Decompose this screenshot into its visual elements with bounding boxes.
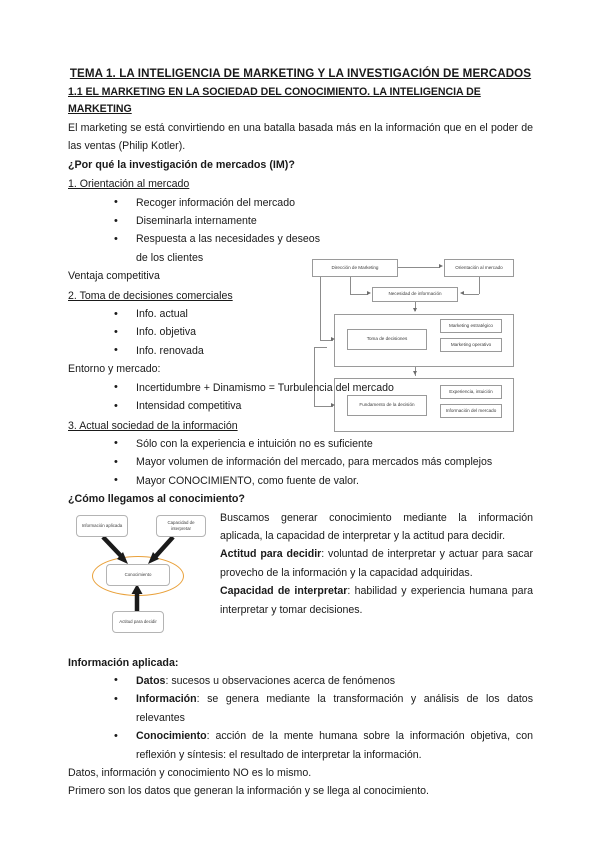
- list-item: • Conocimiento: acción de la mente humana sobre la información objetiva, con reflexión y síntesis: el resultado de interpretar la información.: [114, 727, 533, 764]
- info-aplicada-bullet-list: [68, 672, 533, 764]
- knowledge-section-zone: [68, 509, 533, 637]
- closing-line-1: Datos, información y conocimiento NO es lo mismo.: [68, 766, 312, 779]
- list-item: • Recoger información del mercado: [114, 194, 320, 212]
- question-conocimiento: ¿Cómo llegamos al conocimiento?: [68, 493, 245, 506]
- diagram-box-fundamento-decision: Fundamento de la decisión: [347, 395, 427, 416]
- intro-paragraph: El marketing se está convirtiendo en una batalla basada más en la información que en el poder de las ventas (Philip Kotler).: [68, 122, 533, 153]
- list-item: • Información: se genera mediante la transformación y análisis de los datos relevantes: [114, 690, 533, 727]
- connector-line: [479, 277, 480, 294]
- point3-heading: 3. Actual sociedad de la información: [68, 419, 238, 432]
- list-item: • Datos: sucesos u observaciones acerca de fenómenos: [114, 672, 533, 690]
- list-item: • Mayor CONOCIMIENTO, como fuente de valor.: [114, 472, 533, 490]
- diagram-box-orientacion-mercado: Orientación al mercado: [444, 259, 514, 277]
- knowledge-text-block: [220, 509, 533, 619]
- knowledge-paragraph-1: Buscamos generar conocimiento mediante la información aplicada, la capacidad de interpretar y la actitud para decidir.: [220, 511, 533, 542]
- entorno-label: Entorno y mercado:: [68, 363, 161, 376]
- diagram-box-necesidad-informacion: Necesidad de información: [372, 287, 458, 302]
- arrow-right-icon: [331, 337, 335, 341]
- point1-bullet-list: [68, 194, 320, 268]
- diagram-box-direccion-marketing: Dirección de Marketing: [312, 259, 398, 277]
- diagram-box-experiencia-intuicion: Experiencia, intuición: [440, 385, 502, 399]
- list-item: • Info. actual: [114, 305, 320, 323]
- list-item: • Respuesta a las necesidades y deseos de los clientes: [114, 230, 320, 267]
- term-datos: Datos: [136, 674, 166, 687]
- connector-line: [398, 267, 440, 268]
- closing-line-2: Primero son los datos que generan la información y se llega al conocimiento.: [68, 785, 429, 798]
- ventaja-competitiva-line: Ventaja competitiva: [68, 270, 160, 283]
- diagram-box-informacion-aplicada: Información aplicada: [76, 515, 128, 537]
- term-conocimiento: Conocimiento: [136, 730, 207, 743]
- arrow-left-icon: [460, 291, 464, 295]
- term-actitud-decidir: Actitud para decidir: [220, 548, 322, 561]
- point2-heading: 2. Toma de decisiones comerciales: [68, 289, 233, 302]
- entorno-bullet-list: [68, 379, 533, 416]
- connector-line: [350, 277, 351, 294]
- connector-line: [320, 277, 321, 340]
- point3-bullet-list: [68, 435, 533, 490]
- diagram-box-marketing-estrategico: Marketing estratégico: [440, 319, 502, 333]
- arrow-right-icon: [439, 264, 443, 268]
- arrow-up-icon: [130, 583, 144, 613]
- section-heading: 1.1 EL MARKETING EN LA SOCIEDAD DEL CONOCIMIENTO. LA INTELIGENCIA DE MARKETING: [68, 86, 481, 115]
- arrow-diagonal-icon: [144, 535, 178, 567]
- diagram-box-conocimiento: Conocimiento: [106, 564, 170, 586]
- list-item: • Info. renovada: [114, 342, 320, 360]
- list-item: • Intensidad competitiva: [114, 397, 533, 415]
- connector-line: [314, 347, 327, 348]
- question-im: ¿Por qué la investigación de mercados (IM)?: [68, 158, 295, 171]
- connector-line: [464, 294, 479, 295]
- info-aplicada-label: Información aplicada:: [68, 656, 179, 669]
- page-title: TEMA 1. LA INTELIGENCIA DE MARKETING Y LA INVESTIGACIÓN DE MERCADOS: [69, 67, 532, 80]
- diagram-box-informacion-mercado: Información del mercado: [440, 404, 502, 418]
- knowledge-paragraph-2: Actitud para decidir: voluntad de interpretar y actuar para sacar provecho de la información y la capacidad adquiridas.: [220, 548, 534, 579]
- diagram-box-marketing-operativo: Marketing operativo: [440, 338, 502, 352]
- term-capacidad-interpretar: Capacidad de interpretar: [220, 585, 348, 598]
- list-item: • Info. objetiva: [114, 323, 320, 341]
- point1-heading-wrap: [68, 174, 320, 193]
- diagram-box-actitud-decidir: Actitud para decidir: [112, 611, 164, 633]
- diagram-box-toma-decisiones: Toma de decisiones: [347, 329, 427, 350]
- spacer: [68, 637, 533, 654]
- term-informacion: Información: [136, 693, 197, 706]
- list-item: • Mayor volumen de información del mercado, para mercados más complejos: [114, 453, 533, 471]
- arrow-right-icon: [367, 291, 371, 295]
- list-item: • Diseminarla internamente: [114, 212, 320, 230]
- point1-heading: 1. Orientación al mercado: [68, 178, 190, 191]
- arrow-down-icon: [413, 371, 417, 375]
- diagram-box-capacidad-interpretar: Capacidad de interpretar: [156, 515, 206, 537]
- left-text-column: [68, 156, 320, 360]
- point2-bullet-list: [68, 305, 320, 360]
- knowledge-paragraph-3: Capacidad de interpretar: habilidad y experiencia humana para interpretar y tomar decisiones.: [220, 585, 533, 616]
- knowledge-diagram: [68, 511, 210, 637]
- arrow-diagonal-icon: [100, 535, 134, 567]
- point2-heading-wrap: [68, 286, 320, 305]
- document-content: [68, 64, 533, 801]
- connector-line: [350, 294, 368, 295]
- arrow-down-icon: [413, 308, 417, 312]
- list-item: • Incertidumbre + Dinamismo = Turbulencia del mercado: [114, 379, 533, 397]
- list-item: • Sólo con la experiencia e intuición no es suficiente: [114, 435, 533, 453]
